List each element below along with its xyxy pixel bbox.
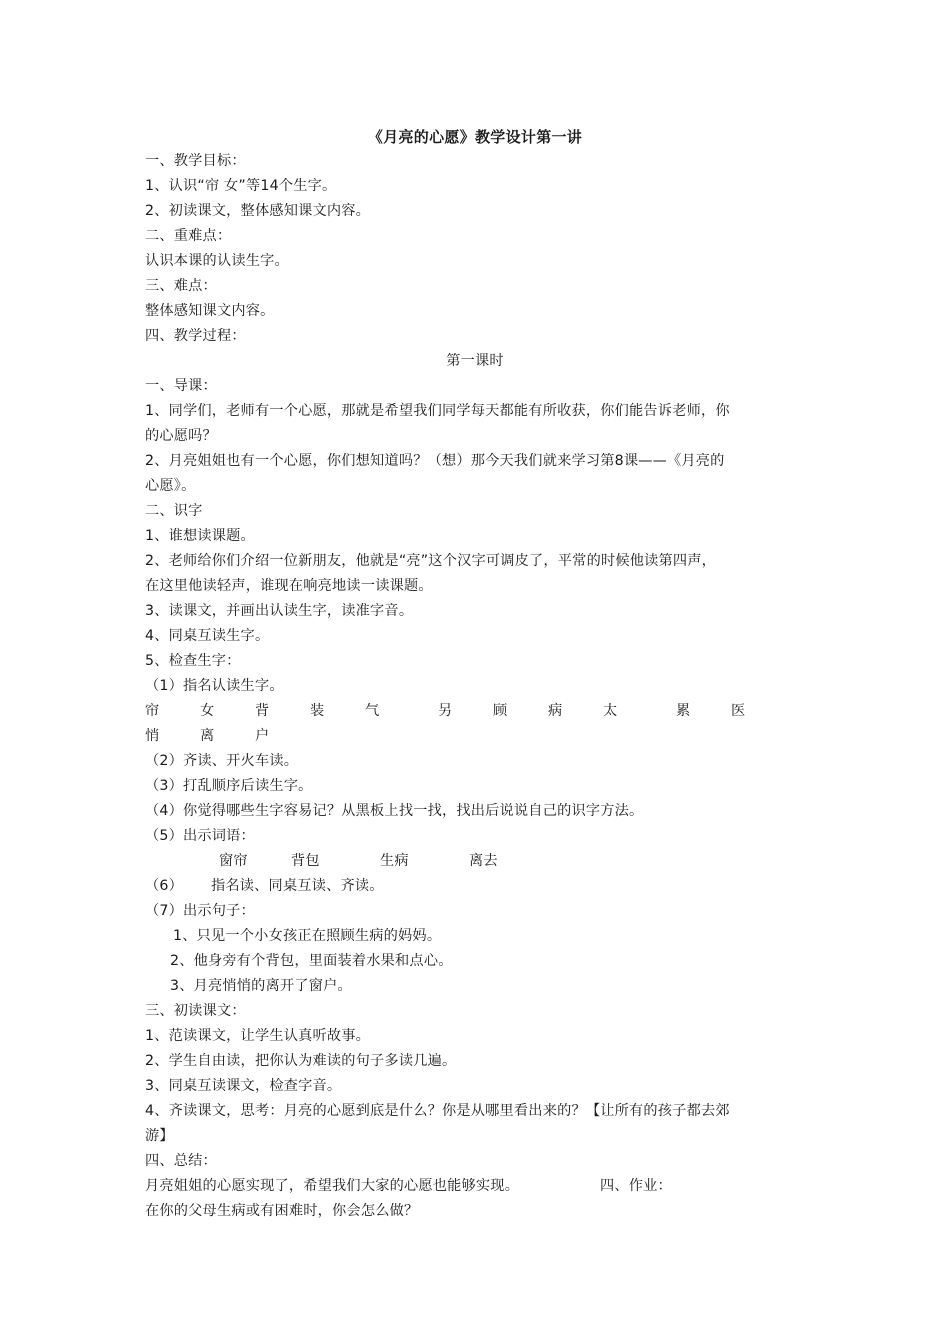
sentence-1: 1、只见一个小女孩正在照顾生病的妈妈。 — [173, 928, 442, 944]
char-item: 另 — [438, 703, 453, 719]
check-step-7: （7）出示句子： — [145, 903, 255, 919]
char-item: 病 — [548, 703, 563, 719]
char-item: 离 — [200, 728, 215, 744]
heading-intro: 一、导课： — [145, 378, 217, 394]
goal-item-2: 2、初读课文，整体感知课文内容。 — [145, 203, 371, 219]
goal-item-1: 1、认识“帘 女”等14个生字。 — [145, 178, 337, 194]
document-title: 《月亮的心愿》教学设计第一讲 — [367, 128, 583, 146]
reading-item-4: 4、齐读课文，思考：月亮的心愿到底是什么？你是从哪里看出来的？【让所有的孩子都去郊 — [145, 1103, 730, 1119]
word-item: 生病 — [380, 853, 409, 869]
sentence-3: 3、月亮悄悄的离开了窗户。 — [170, 978, 352, 994]
intro-item-1: 1、同学们，老师有一个心愿，那就是希望我们同学每天都能有所收获，你们能告诉老师，你 — [145, 403, 730, 419]
reading-item-3: 3、同桌互读课文，检查字音。 — [145, 1078, 342, 1094]
heading-process: 四、教学过程： — [145, 328, 246, 344]
homework-text: 在你的父母生病或有困难时，你会怎么做？ — [145, 1203, 419, 1219]
intro-item-2-cont: 心愿》。 — [145, 478, 196, 494]
literacy-item-4: 4、同桌互读生字。 — [145, 628, 270, 644]
intro-item-1-cont: 的心愿吗？ — [145, 428, 217, 444]
key-point-text: 认识本课的认读生字。 — [145, 253, 289, 269]
literacy-item-2-cont: 在这里他读轻声，谁现在响亮地读一读课题。 — [145, 578, 433, 594]
reading-item-1: 1、范读课文，让学生认真听故事。 — [145, 1028, 371, 1044]
check-step-5: （5）出示词语： — [145, 828, 255, 844]
lesson-period-title: 第一课时 — [446, 353, 504, 369]
check-step-1: （1）指名认读生字。 — [145, 678, 284, 694]
heading-summary: 四、总结： — [145, 1153, 217, 1169]
char-item: 女 — [200, 703, 215, 719]
reading-item-2: 2、学生自由读，把你认为难读的句子多读几遍。 — [145, 1053, 457, 1069]
heading-difficulty: 三、难点： — [145, 278, 217, 294]
char-item: 气 — [365, 703, 380, 719]
char-item: 悄 — [145, 728, 160, 744]
word-item: 背包 — [291, 853, 320, 869]
sentence-2: 2、他身旁有个背包，里面装着水果和点心。 — [170, 953, 453, 969]
char-item: 太 — [603, 703, 618, 719]
heading-first-reading: 三、初读课文： — [145, 1003, 246, 1019]
intro-item-2: 2、月亮姐姐也有一个心愿，你们想知道吗？（想）那今天我们就来学习第8课——《月亮的 — [145, 453, 725, 469]
literacy-item-1: 1、谁想读课题。 — [145, 528, 255, 544]
heading-homework: 四、作业： — [600, 1178, 672, 1194]
heading-literacy: 二、识字 — [145, 503, 203, 519]
char-item: 户 — [255, 728, 270, 744]
literacy-item-5: 5、检查生字： — [145, 653, 241, 669]
word-item: 窗帘 — [219, 853, 248, 869]
check-step-4: （4）你觉得哪些生字容易记？从黑板上找一找，找出后说说自己的识字方法。 — [145, 803, 644, 819]
char-item: 装 — [310, 703, 325, 719]
difficulty-text: 整体感知课文内容。 — [145, 303, 275, 319]
literacy-item-3: 3、读课文，并画出认读生字，读准字音。 — [145, 603, 414, 619]
heading-key-points: 二、重难点： — [145, 228, 232, 244]
char-item: 顾 — [493, 703, 508, 719]
check-step-6-label: （6） — [145, 878, 184, 894]
char-item: 累 — [676, 703, 691, 719]
reading-item-4-cont: 游】 — [145, 1128, 174, 1144]
char-list-row-1 — [145, 701, 845, 721]
heading-goals: 一、教学目标： — [145, 153, 246, 169]
check-step-6-text: 指名读、同桌互读、齐读。 — [211, 878, 384, 894]
char-list-row-2 — [145, 726, 445, 746]
literacy-item-2: 2、老师给你们介绍一位新朋友，他就是“亮”这个汉字可调皮了，平常的时候他读第四声， — [145, 553, 717, 569]
char-item: 帘 — [145, 703, 160, 719]
check-step-2: （2）齐读、开火车读。 — [145, 753, 299, 769]
summary-text: 月亮姐姐的心愿实现了，希望我们大家的心愿也能够实现。 — [145, 1178, 520, 1194]
check-step-3: （3）打乱顺序后读生字。 — [145, 778, 313, 794]
char-item: 背 — [255, 703, 270, 719]
char-item: 医 — [731, 703, 746, 719]
word-item: 离去 — [469, 853, 498, 869]
word-list — [145, 851, 545, 871]
